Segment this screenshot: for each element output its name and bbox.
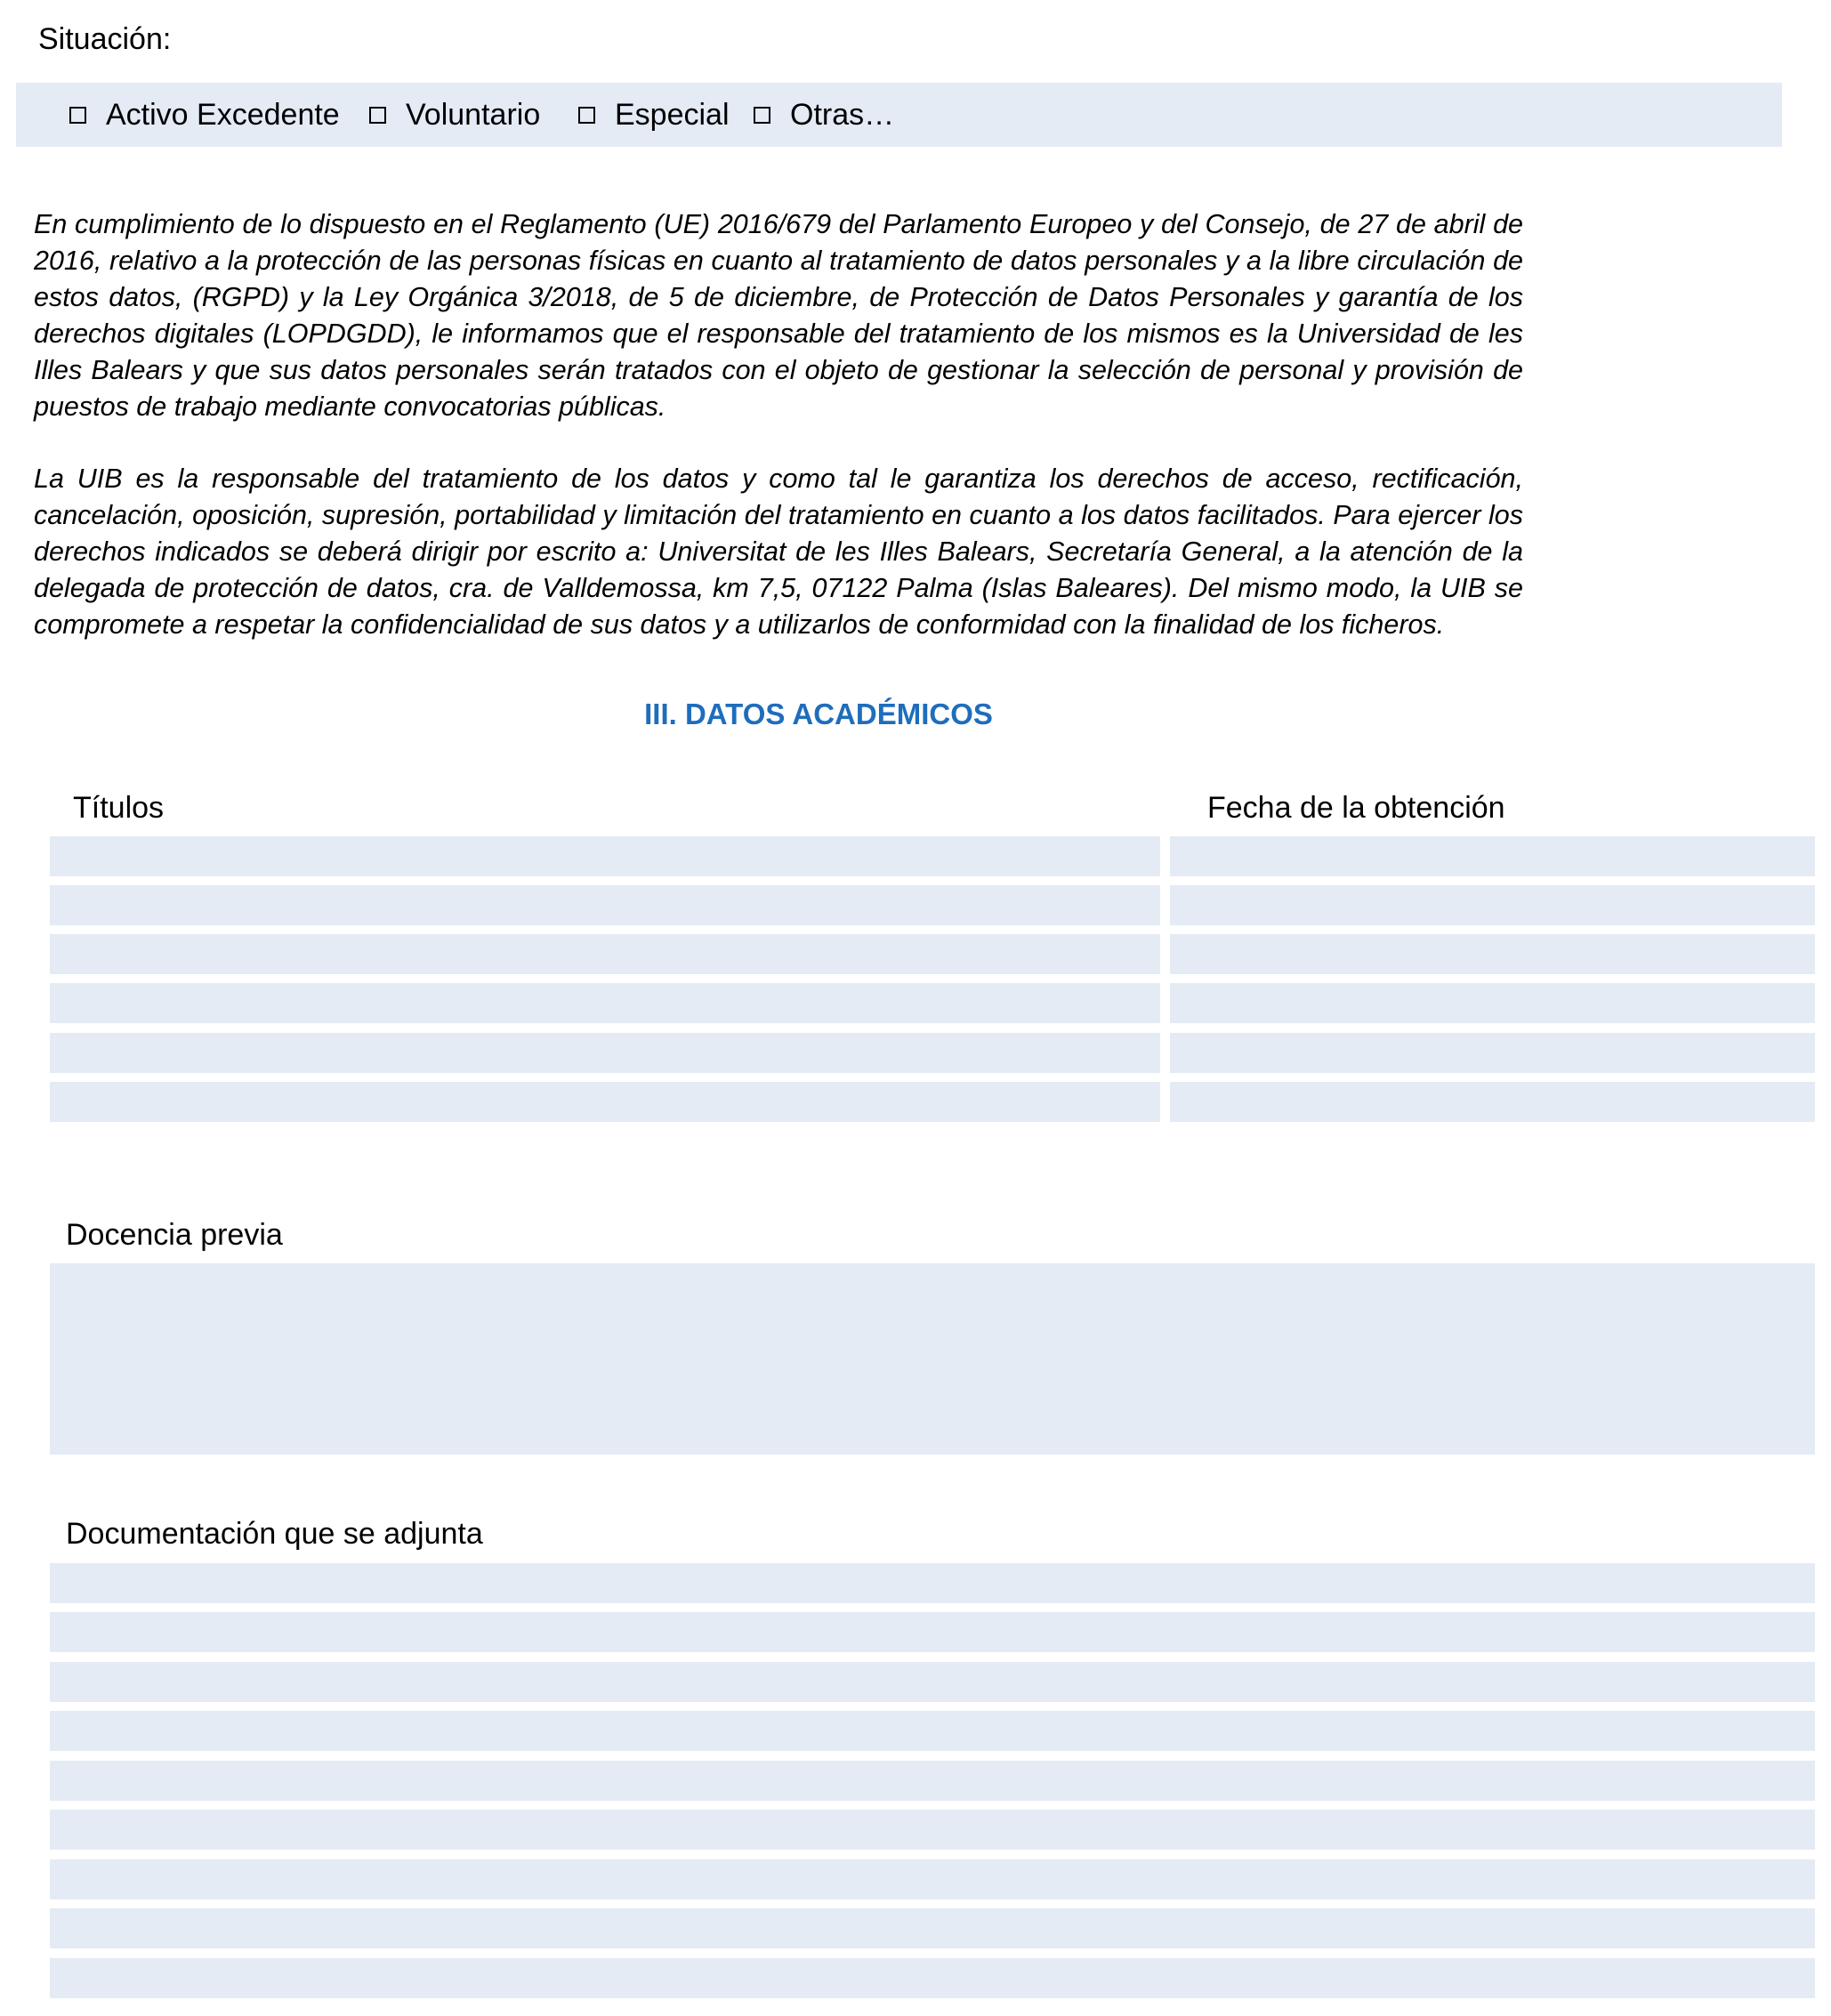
titulo-input[interactable] xyxy=(50,983,1160,1023)
documentacion-input[interactable] xyxy=(50,1662,1815,1702)
docencia-textarea[interactable] xyxy=(50,1263,1815,1455)
option-label: Activo Excedente xyxy=(106,97,340,132)
documentacion-input[interactable] xyxy=(50,1612,1815,1652)
titulo-input[interactable] xyxy=(50,1082,1160,1122)
fecha-input[interactable] xyxy=(1170,983,1815,1023)
fecha-input[interactable] xyxy=(1170,1082,1815,1122)
documentacion-input[interactable] xyxy=(50,1761,1815,1801)
documentacion-input[interactable] xyxy=(50,1563,1815,1603)
situacion-label: Situación: xyxy=(38,22,172,56)
option-label: Especial xyxy=(615,97,730,132)
fecha-input[interactable] xyxy=(1170,934,1815,974)
titulo-input[interactable] xyxy=(50,885,1160,925)
section-title: III. DATOS ACADÉMICOS xyxy=(644,698,993,730)
checkbox-activo-excedente[interactable] xyxy=(69,107,86,124)
option-label: Voluntario xyxy=(406,97,541,132)
checkbox-otras[interactable] xyxy=(754,107,770,124)
privacy-paragraph-1: En cumplimiento de lo dispuesto en el Reglamento (UE) 2016/679 del Parlamento Europeo y del Consejo, de 27 de abril de 2016, relativo a la protección de las personas físicas en cuanto al tratamiento de datos personales y a la libre circulación de estos datos, (RGPD) y la Ley Orgánica 3/2018, de 5 de diciembre, de Protección de Datos Personales y garantía de los derechos digitales (LOPDGDD), le informamos que el responsable del tratamiento de los mismos es la Universidad de les Illes Balears y que sus datos personales serán tratados con el objeto de gestionar la selección de personal y provisión de puestos de trabajo mediante convocatorias públicas. xyxy=(34,209,1523,422)
option-activo-excedente[interactable] xyxy=(69,83,340,147)
situacion-options-bar xyxy=(16,83,1782,147)
option-voluntario[interactable] xyxy=(369,83,540,147)
documentacion-label: Documentación que se adjunta xyxy=(66,1517,483,1551)
docencia-label: Docencia previa xyxy=(66,1218,283,1252)
checkbox-voluntario[interactable] xyxy=(369,107,386,124)
titulo-input[interactable] xyxy=(50,836,1160,876)
fecha-input[interactable] xyxy=(1170,836,1815,876)
documentacion-input[interactable] xyxy=(50,1908,1815,1948)
documentacion-input[interactable] xyxy=(50,1958,1815,1998)
fecha-input[interactable] xyxy=(1170,885,1815,925)
titulos-column-header: Títulos xyxy=(73,791,165,825)
checkbox-especial[interactable] xyxy=(578,107,595,124)
fecha-input[interactable] xyxy=(1170,1033,1815,1073)
documentacion-input[interactable] xyxy=(50,1810,1815,1850)
documentacion-input[interactable] xyxy=(50,1711,1815,1751)
option-otras[interactable] xyxy=(754,83,894,147)
option-especial[interactable] xyxy=(578,83,730,147)
documentacion-input[interactable] xyxy=(50,1859,1815,1899)
titulo-input[interactable] xyxy=(50,1033,1160,1073)
fecha-column-header: Fecha de la obtención xyxy=(1207,791,1505,825)
option-label: Otras… xyxy=(790,97,895,132)
privacy-paragraph-2: La UIB es la responsable del tratamiento de los datos y como tal le garantiza los derechos de acceso, rectificación, cancelación, oposición, supresión, portabilidad y limitación del tratamiento en cuanto a los datos facilitados. Para ejercer los derechos indicados se deberá dirigir por escrito a: Universitat de les Illes Balears, Secretaría General, a la atención de la delegada de protección de datos, cra. de Valldemossa, km 7,5, 07122 Palma (Islas Baleares). Del mismo modo, la UIB se compromete a respetar la confidencialidad de sus datos y a utilizarlos de conformidad con la finalidad de los ficheros. xyxy=(34,464,1523,640)
titulo-input[interactable] xyxy=(50,934,1160,974)
